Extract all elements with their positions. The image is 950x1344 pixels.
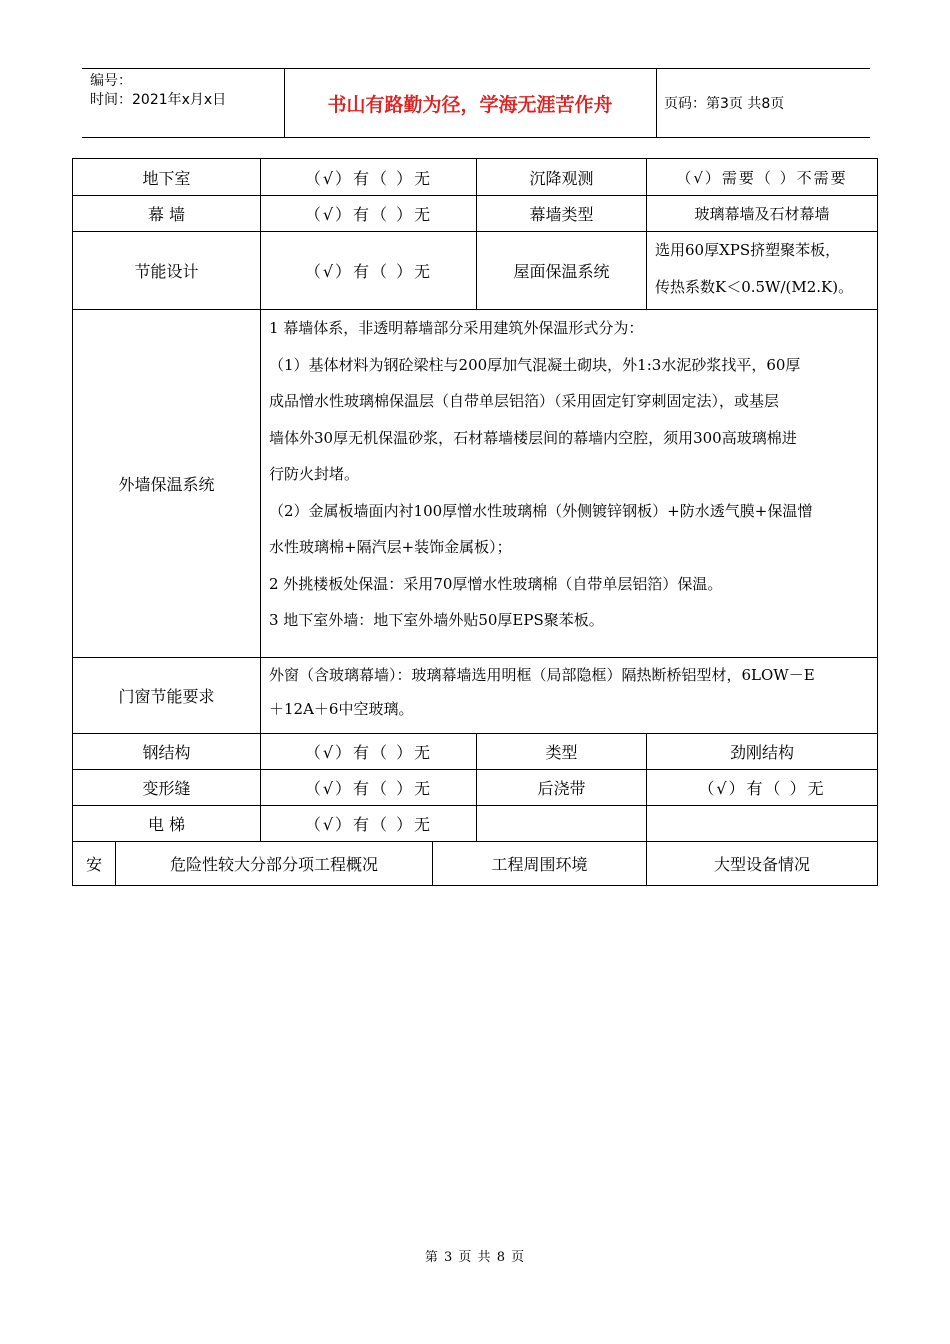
post-pour-label: 后浇带 <box>537 779 586 798</box>
page-header <box>82 68 870 138</box>
header-meta <box>90 72 226 110</box>
energy-design-value: （√）有（ ）无 <box>304 262 433 281</box>
settlement-label: 沉降观测 <box>529 168 594 188</box>
exterior-wall-label: 外墙保温系统 <box>118 475 215 494</box>
roof-insulation-line: 选用60厚XPS挤塑聚苯板， <box>655 241 841 259</box>
roof-insulation-value <box>655 232 853 306</box>
curtain-type-value: 玻璃幕墙及石材幕墙 <box>694 205 830 223</box>
energy-design-label: 节能设计 <box>134 262 199 281</box>
time-label: 时间：2021年x月x日 <box>90 92 227 108</box>
post-pour-value: （√）有（ ）无 <box>698 779 826 798</box>
description-line: 行防火封堵。 <box>269 465 360 483</box>
basement-label: 地下室 <box>142 168 191 188</box>
windows-description <box>269 658 815 726</box>
basement-value: （√）有（ ）无 <box>304 168 433 188</box>
code-label: 编号： <box>90 73 132 89</box>
windows-label: 门窗节能要求 <box>118 687 215 706</box>
surroundings-header: 工程周围环境 <box>491 855 588 874</box>
description-line: （2）金属板墙面内衬100厚憎水性玻璃棉（外侧镀锌钢板）+防水透气膜+保温憎 <box>269 501 813 520</box>
description-line: 成品憎水性玻璃棉保温层（自带单层铝箔）（采用固定钉穿刺固定法），或基层 <box>269 392 780 410</box>
elevator-value: （√）有（ ）无 <box>304 815 433 834</box>
joint-label: 变形缝 <box>142 779 191 798</box>
description-line: ＋12A＋6中空玻璃。 <box>269 700 414 718</box>
description-line: 2 外挑楼板处保温：采用70厚憎水性玻璃棉（自带单层铝箔）保温。 <box>269 574 723 593</box>
steel-value: （√）有（ ）无 <box>304 743 433 762</box>
description-line: 外窗（含玻璃幕墙）：玻璃幕墙选用明框（局部隐框）隔热断桥铝型材，6LOW－E <box>269 666 815 684</box>
elevator-label: 电 梯 <box>147 815 186 834</box>
structure-type-label: 类型 <box>545 743 578 762</box>
structure-type-value: 劲刚结构 <box>729 743 794 762</box>
curtain-wall-value: （√）有（ ）无 <box>304 205 433 224</box>
steel-label: 钢结构 <box>142 743 191 762</box>
project-info-table <box>72 158 878 886</box>
description-line: 3 地下室外墙：地下室外墙外贴50厚EPS聚苯板。 <box>269 611 604 629</box>
page-footer: 第 3 页 共 8 页 <box>424 1250 526 1265</box>
exterior-wall-description <box>269 310 812 639</box>
settlement-value: （√）需要（ ）不需要 <box>676 168 848 187</box>
description-line: 1 幕墙体系，非透明幕墙部分采用建筑外保温形式分为： <box>269 319 644 337</box>
safety-label: 安 <box>85 855 102 874</box>
description-line: 水性玻璃棉+隔汽层+装饰金属板）； <box>269 538 512 556</box>
header-motto: 书山有路勤为径，学海无涯苦作舟 <box>327 93 613 116</box>
curtain-type-label: 幕墙类型 <box>529 205 594 224</box>
description-line: （1）基体材料为钢砼梁柱与200厚加气混凝土砌块，外1:3水泥砂浆找平，60厚 <box>269 355 801 374</box>
header-divider <box>656 69 657 137</box>
large-equipment-header: 大型设备情况 <box>713 855 810 874</box>
joint-value: （√）有（ ）无 <box>304 779 433 798</box>
header-page-info: 页码：第3页 共8页 <box>664 96 785 112</box>
roof-insulation-line: 传热系数K＜0.5W/(M2.K)。 <box>655 278 854 296</box>
dangerous-works-header: 危险性较大分部分项工程概况 <box>169 855 378 874</box>
curtain-wall-label: 幕 墙 <box>147 205 186 224</box>
roof-insulation-label: 屋面保温系统 <box>513 262 610 281</box>
description-line: 墙体外30厚无机保温砂浆，石材幕墙楼层间的幕墙内空腔，须用300高玻璃棉进 <box>269 428 797 447</box>
